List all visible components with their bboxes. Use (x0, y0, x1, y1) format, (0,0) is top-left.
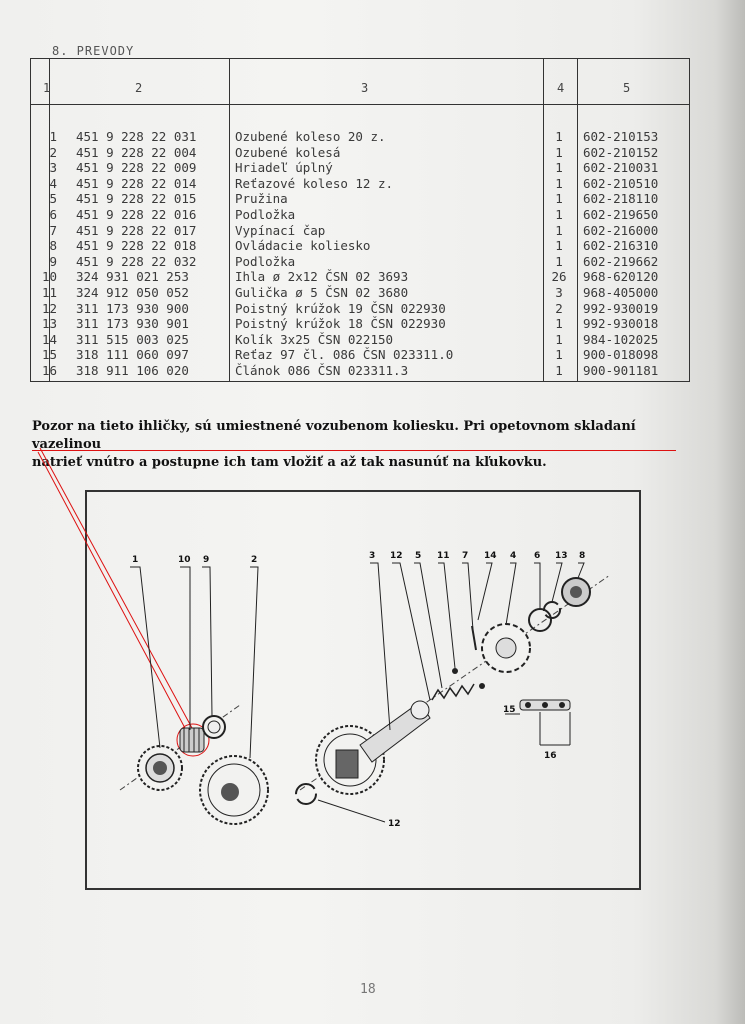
cell-qty: 3 (555, 284, 563, 300)
annotation-arrow (38, 448, 209, 756)
cell-qty: 1 (555, 206, 563, 222)
cell-ref: 900-901181 (583, 362, 659, 378)
cell-ref: 968-620120 (583, 269, 659, 285)
cell-qty: 1 (555, 129, 563, 144)
cell-qty: 1 (555, 362, 563, 378)
cell-name: Poistný krúžok 18 ČSN 022930 (235, 316, 446, 332)
cell-no: 10 (41, 269, 57, 285)
cell-ref: 900-018098 (583, 347, 659, 363)
cell-no: 16 (41, 362, 57, 378)
cell-qty: 1 (555, 347, 563, 363)
cell-code: 451 9 228 22 014 (76, 175, 197, 191)
cell-name: Poistný krúžok 19 ČSN 022930 (235, 300, 446, 316)
cell-name: Ovládacie koliesko (235, 238, 371, 254)
cell-no: 5 (49, 191, 57, 207)
callout-label: 6 (534, 551, 541, 561)
ball-11 (479, 683, 485, 689)
cell-name: Ihla ø 2x12 ČSN 02 3693 (235, 269, 409, 285)
washer-9 (203, 716, 225, 738)
header-col-3: 3 (361, 81, 369, 95)
leader-line (318, 800, 385, 822)
cell-no: 9 (49, 253, 57, 269)
callout-label: 14 (484, 551, 497, 561)
cell-ref: 602-216310 (583, 238, 659, 254)
cell-code: 451 9 228 22 015 (76, 191, 197, 207)
cell-no: 12 (41, 300, 57, 316)
cell-name: Ozubené koleso 20 z. (235, 129, 386, 144)
cell-no: 14 (41, 331, 57, 347)
gear-1 (138, 746, 182, 790)
callout-label: 7 (462, 551, 469, 561)
callout-label: 16 (544, 751, 557, 761)
cell-code: 311 173 930 900 (76, 300, 189, 316)
cell-code: 324 912 050 052 (76, 284, 189, 300)
callout-label: 3 (369, 551, 376, 561)
circlip-12 (296, 784, 316, 804)
cell-name: Kolík 3x25 ČSN 022150 (235, 331, 394, 347)
cell-code: 451 9 228 22 031 (76, 129, 197, 144)
cell-code: 318 111 060 097 (76, 347, 189, 363)
cell-name: Ozubené kolesá (235, 144, 341, 160)
note-line-1: Pozor na tieto ihličky, sú umiestnené vozubenom koliesku. Pri opetovnom skladaní vazelinou (32, 419, 636, 452)
page-number: 18 (360, 982, 376, 997)
callout-label: 4 (510, 551, 517, 561)
cell-name: Článok 086 ČSN 023311.3 (235, 362, 409, 378)
cell-name: Pružina (235, 191, 288, 207)
callout-label: 11 (437, 551, 450, 561)
cell-name: Vypínací čap (235, 222, 326, 238)
cell-code: 451 9 228 22 004 (76, 144, 197, 160)
cell-name: Hriadeľ úplný (235, 160, 333, 176)
note-line-2: natrieť vnútro a postupne ich tam vložiť a až tak nasunúť na kľukovku. (32, 455, 547, 470)
header-col-2: 2 (135, 81, 143, 95)
cell-name: Podložka (235, 206, 296, 222)
cell-qty: 1 (555, 238, 563, 254)
cell-qty: 1 (555, 316, 563, 332)
cell-name: Gulička ø 5 ČSN 02 3680 (235, 284, 409, 300)
cell-name: Podložka (235, 253, 296, 269)
callout-label: 9 (203, 555, 210, 565)
cell-ref: 992-930019 (583, 300, 659, 316)
sprocket-4 (482, 624, 530, 672)
cell-qty: 1 (555, 331, 563, 347)
cell-ref: 602-219662 (583, 253, 659, 269)
cell-qty: 1 (555, 160, 563, 176)
cell-qty: 1 (555, 144, 563, 160)
gear-2 (200, 756, 268, 824)
cell-code: 451 9 228 22 009 (76, 160, 197, 176)
cell-ref: 602-210153 (583, 129, 659, 144)
cell-code: 451 9 228 22 017 (76, 222, 197, 238)
cell-ref: 602-216000 (583, 222, 659, 238)
cell-no: 15 (41, 347, 57, 363)
cell-no: 3 (49, 160, 57, 176)
ball-11 (452, 668, 458, 674)
cell-ref: 602-210510 (583, 175, 659, 191)
callout-label: 5 (415, 551, 422, 561)
cell-no: 13 (41, 316, 57, 332)
spring-5 (432, 684, 474, 700)
callout-label: 13 (555, 551, 568, 561)
cell-ref: 992-930018 (583, 316, 659, 332)
washer-6 (529, 609, 551, 631)
cell-no: 1 (49, 129, 57, 144)
cell-no: 8 (49, 238, 57, 254)
cell-no: 7 (49, 222, 57, 238)
callout-label: 1 (132, 555, 139, 565)
callout-label: 15 (503, 705, 516, 715)
cell-no: 4 (49, 175, 57, 191)
cell-no: 6 (49, 206, 57, 222)
section-title: 8. PREVODY (52, 44, 135, 58)
callout-label: 12 (388, 819, 401, 829)
cell-code: 451 9 228 22 032 (76, 253, 197, 269)
cell-code: 451 9 228 22 018 (76, 238, 197, 254)
cell-code: 311 515 003 025 (76, 331, 189, 347)
header-col-1: 1 (43, 81, 51, 95)
cell-name: Reťazové koleso 12 z. (235, 175, 394, 191)
knob-8 (562, 578, 590, 606)
cell-code: 451 9 228 22 016 (76, 206, 197, 222)
cell-name: Reťaz 97 čl. 086 ČSN 023311.0 (235, 347, 454, 363)
cell-ref: 602-219650 (583, 206, 659, 222)
shaft-gear-3 (316, 701, 430, 794)
cell-qty: 1 (555, 222, 563, 238)
cell-qty: 1 (555, 191, 563, 207)
cell-ref: 602-210031 (583, 160, 659, 176)
header-col-5: 5 (623, 81, 631, 95)
cell-no: 11 (41, 284, 57, 300)
callout-label: 8 (579, 551, 586, 561)
callout-label: 10 (178, 555, 191, 565)
cell-ref: 968-405000 (583, 284, 659, 300)
callout-label: 2 (251, 555, 258, 565)
callout-label: 12 (390, 551, 403, 561)
cell-ref: 602-210152 (583, 144, 659, 160)
needle-bearing (180, 728, 204, 752)
cell-no: 2 (49, 144, 57, 160)
cell-code: 318 911 106 020 (76, 362, 189, 378)
chain-15-16 (520, 700, 570, 745)
header-col-4: 4 (557, 81, 565, 95)
cell-qty: 1 (555, 253, 563, 269)
cell-qty: 1 (555, 175, 563, 191)
cell-ref: 602-218110 (583, 191, 659, 207)
cell-qty: 2 (555, 300, 563, 316)
cell-ref: 984-102025 (583, 331, 659, 347)
cell-code: 324 931 021 253 (76, 269, 189, 285)
cell-code: 311 173 930 901 (76, 316, 189, 332)
cell-qty: 26 (551, 269, 567, 285)
